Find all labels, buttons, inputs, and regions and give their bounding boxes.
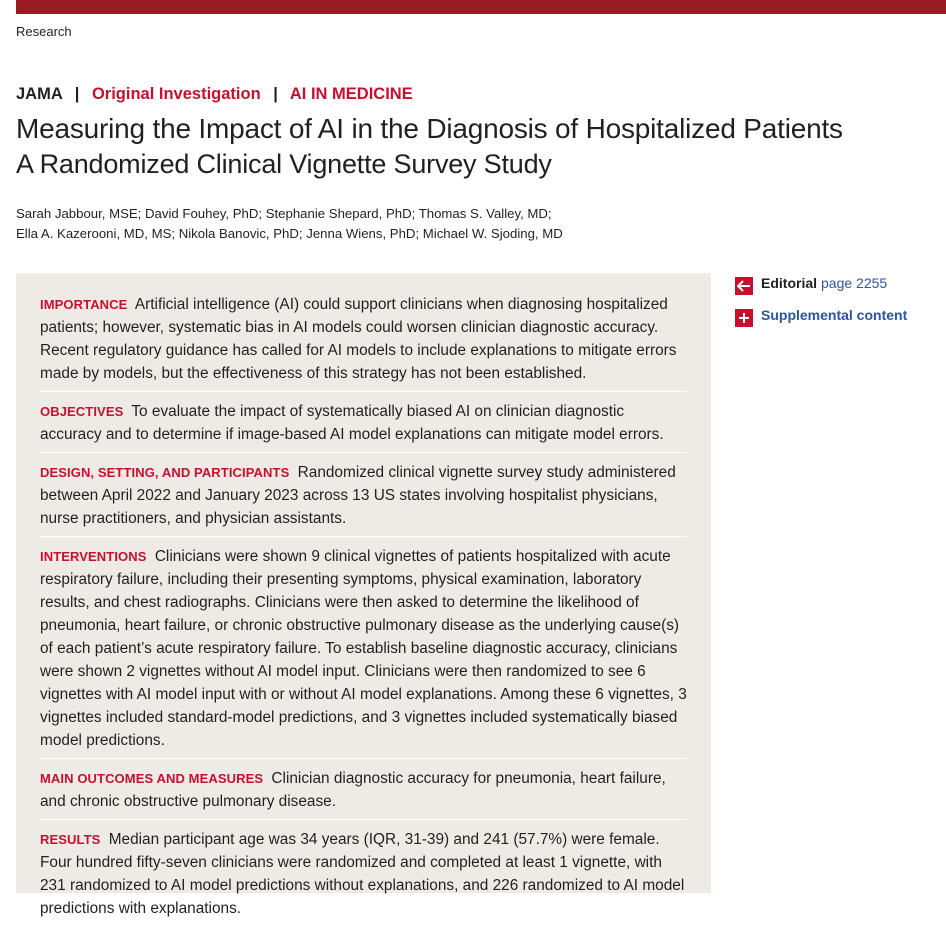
abstract-box (16, 273, 711, 917)
arrow-left-icon (735, 277, 753, 295)
abstract-results (40, 820, 687, 927)
abstract-heading: IMPORTANCE (40, 297, 128, 312)
article-subtitle: A Randomized Clinical Vignette Survey Study (16, 149, 552, 179)
abstract-text: Artificial intelligence (AI) could support clinicians when diagnosing hospitalized patients; however, systematic bias in AI models could worsen clinician diagnostic accuracy. Recent regulatory guidance has called for AI models to include explanations to mitigate errors made by models, but the effectiveness of this strategy has not been established. (40, 296, 677, 382)
abstract-design (40, 453, 687, 537)
editorial-link[interactable] (735, 270, 945, 296)
abstract-text: To evaluate the impact of systematically biased AI on clinician diagnostic accuracy and to determine if image-based AI model explanations can mitigate model errors. (40, 403, 664, 443)
plus-icon (735, 309, 753, 327)
abstract-text: Randomized clinical vignette survey study administered between April 2022 and January 2023 across 13 US states involving hospitalist physicians, nurse practitioners, and physician assistants. (40, 464, 676, 527)
abstract-text: Clinician diagnostic accuracy for pneumonia, heart failure, and chronic obstructive pulmonary disease. (40, 770, 666, 810)
abstract-interventions (40, 537, 687, 759)
abstract-heading: DESIGN, SETTING, AND PARTICIPANTS (40, 465, 290, 480)
editorial-label: Editorial (761, 275, 818, 291)
supplemental-link[interactable] (735, 302, 945, 328)
top-brand-bar (16, 0, 946, 14)
editorial-page-link[interactable]: page 2255 (821, 275, 888, 291)
abstract-heading: INTERVENTIONS (40, 549, 147, 564)
section-label: Research (16, 24, 72, 39)
journal-line (16, 85, 413, 104)
separator: | (273, 85, 278, 103)
author-list (16, 204, 563, 244)
abstract-heading: OBJECTIVES (40, 404, 124, 419)
abstract-heading: MAIN OUTCOMES AND MEASURES (40, 771, 264, 786)
authors-line: Sarah Jabbour, MSE; David Fouhey, PhD; Stephanie Shepard, PhD; Thomas S. Valley, MD; (16, 206, 552, 221)
abstract-text: Median participant age was 34 years (IQR, 31-39) and 241 (57.7%) were female. Four hundred fifty-seven clinicians were randomized and completed at least 1 vignette, with 231 randomized to AI model predictions without explanations, and 226 randomized to AI model predictions with explanations. (40, 831, 685, 917)
abstract-objectives (40, 392, 687, 453)
topic-label: AI IN MEDICINE (289, 85, 413, 103)
abstract-importance (40, 273, 687, 392)
article-type: Original Investigation (91, 85, 261, 103)
abstract-outcomes (40, 759, 687, 820)
authors-line: Ella A. Kazerooni, MD, MS; Nikola Banovic, PhD; Jenna Wiens, PhD; Michael W. Sjoding, MD (16, 226, 563, 241)
article-title: Measuring the Impact of AI in the Diagnosis of Hospitalized Patients (16, 113, 843, 144)
journal-name: JAMA (16, 85, 63, 103)
supplemental-label[interactable]: Supplemental content (761, 307, 908, 323)
separator: | (74, 85, 80, 103)
abstract-heading: RESULTS (40, 832, 101, 847)
sidebar (735, 270, 945, 334)
abstract-text: Clinicians were shown 9 clinical vignettes of patients hospitalized with acute respiratory failure, including their presenting symptoms, physical examination, laboratory results, and chest radiographs. Clinicians were then asked to determine the likelihood of pneumonia, heart failure, or chronic obstructive pulmonary disease as the underlying cause(s) of each patient’s acute respiratory failure. To establish baseline diagnostic accuracy, clinicians were shown 2 vignettes without AI model input. Clinicians were then randomized to see 6 vignettes with AI model input with or without AI model explanations. Among these 6 vignettes, 3 vignettes included standard-model predictions, and 3 vignettes included systematically biased model predictions. (40, 548, 687, 749)
